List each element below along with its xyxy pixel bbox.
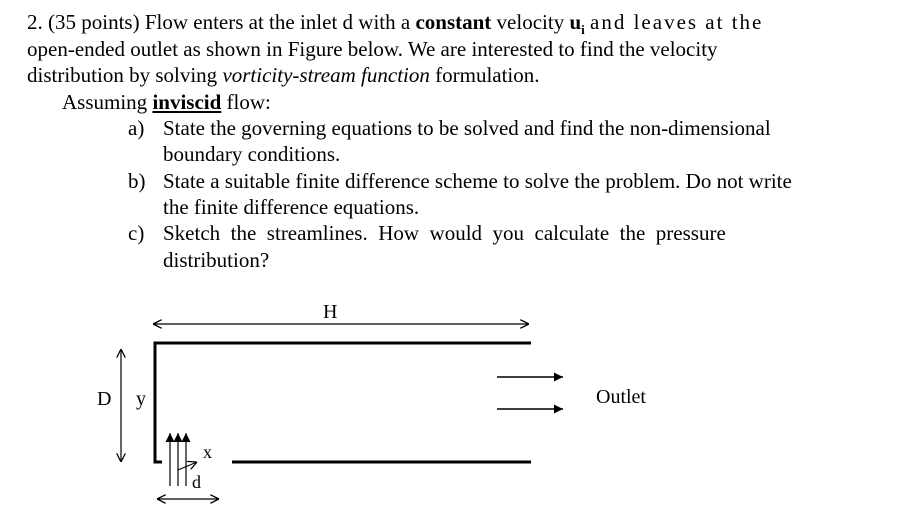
item-a-line-1: State the governing equations to be solved and find the non-dimensional (163, 116, 771, 140)
line3-text-b: formulation. (435, 63, 540, 87)
intro-text-b: velocity (496, 10, 565, 34)
x-axis-arrow (178, 462, 197, 470)
velocity-symbol: $u_i$ (569, 10, 585, 38)
x-axis-label: x (203, 442, 212, 462)
item-a-line-2: boundary conditions. (163, 142, 341, 166)
intro-text-c: and leaves at the (590, 10, 764, 34)
intro-text-a: Flow enters at the inlet d with a (144, 10, 411, 34)
item-c-label: c) (128, 221, 145, 245)
intro-bold: constant (415, 10, 492, 34)
line3-text-a: distribution by solving (27, 63, 218, 87)
item-a-label: a) (128, 116, 145, 140)
item-c-line-2: distribution? (163, 248, 270, 272)
height-label: D (97, 388, 112, 410)
outlet-label: Outlet (596, 386, 646, 408)
problem-points: (35 points) (48, 10, 140, 34)
line3-italic: vorticity-stream function (222, 63, 430, 87)
velocity-subscript: i (581, 22, 585, 38)
problem-line-2: open-ended outlet as shown in Figure below. We are interested to find the velocity (27, 37, 718, 61)
assuming-text-a: Assuming (62, 90, 148, 114)
item-b-line-1: State a suitable finite difference scheme to solve the problem. Do not write (163, 169, 792, 193)
inlet-label: d (192, 472, 201, 492)
item-b-line-2: the finite difference equations. (163, 195, 420, 219)
problem-number: 2. (27, 10, 43, 34)
assuming-text-b: flow: (226, 90, 271, 114)
item-c-line-1: Sketch the streamlines. How would you calculate the pressure (163, 221, 726, 245)
item-b-label: b) (128, 169, 146, 193)
assuming-bold: inviscid (152, 90, 222, 114)
y-axis-label: y (136, 388, 146, 410)
width-label: H (323, 301, 338, 323)
